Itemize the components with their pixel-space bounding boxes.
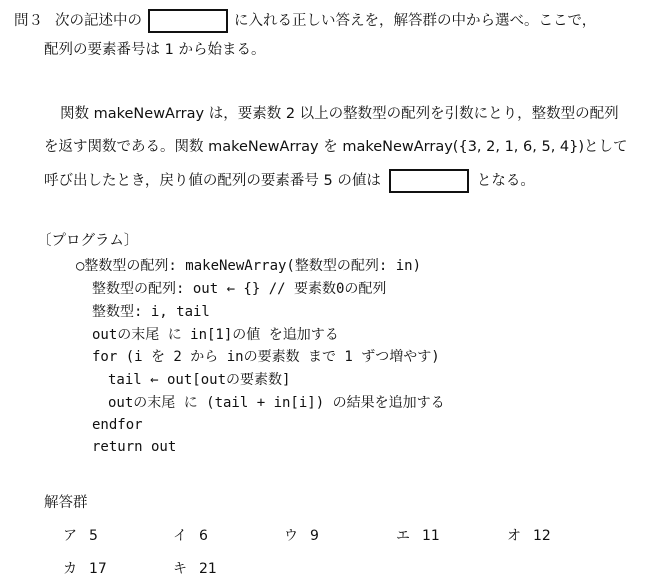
choice-key: キ	[173, 561, 187, 577]
choice-value: 5	[89, 528, 98, 544]
choice-value: 12	[533, 528, 551, 544]
description-text-pre: 呼び出したとき，戻り値の配列の要素番号 5 の値は	[44, 173, 381, 189]
code-line: outの末尾 に in[1]の値 を追加する	[92, 327, 339, 343]
answer-choice	[173, 558, 217, 578]
choice-key: ア	[63, 528, 77, 544]
question-number: 問３	[14, 13, 43, 29]
answer-choice	[396, 525, 440, 545]
choice-key: ウ	[284, 528, 298, 544]
code-line: ○整数型の配列: makeNewArray(整数型の配列: in)	[76, 258, 422, 274]
choice-value: 21	[199, 561, 217, 577]
code-line: outの末尾 に (tail + in[i]) の結果を追加する	[108, 395, 445, 411]
description-line-1: 関数 makeNewArray は，要素数 2 以上の整数型の配列を引数にとり，整数型の配列	[60, 106, 619, 122]
choice-value: 11	[422, 528, 440, 544]
choice-value: 9	[310, 528, 319, 544]
description-text-post: となる。	[476, 173, 535, 189]
choice-key: カ	[63, 561, 77, 577]
code-line: return out	[92, 439, 177, 455]
description-line-2: を返す関数である。関数 makeNewArray を makeNewArray({3, 2, 1, 6, 5, 4})として	[44, 139, 628, 155]
question-line-1	[14, 9, 596, 33]
code-line: 整数型: i, tail	[92, 304, 210, 320]
answer-choice	[63, 525, 98, 545]
code-line: endfor	[92, 417, 143, 433]
description-line-3	[44, 169, 535, 193]
choice-value: 17	[89, 561, 107, 577]
code-line: 整数型の配列: out ← {} // 要素数0の配列	[92, 281, 387, 297]
answer-choice	[173, 525, 208, 545]
answer-choice	[63, 558, 107, 578]
program-heading: 〔プログラム〕	[37, 233, 139, 249]
answer-blank-inline	[389, 169, 469, 193]
code-line: for (i を 2 から inの要素数 まで 1 ずつ増やす)	[92, 349, 440, 365]
answer-choice	[284, 525, 319, 545]
answer-blank	[148, 9, 228, 33]
choice-key: エ	[396, 528, 410, 544]
question-text-pre: 次の記述中の	[55, 13, 142, 29]
choice-key: オ	[507, 528, 521, 544]
choice-value: 6	[199, 528, 208, 544]
answers-heading: 解答群	[44, 495, 88, 511]
choice-key: イ	[173, 528, 187, 544]
code-line: tail ← out[outの要素数]	[108, 372, 291, 388]
question-text-post: に入れる正しい答えを，解答群の中から選べ。ここで，	[234, 13, 597, 29]
question-line-2: 配列の要素番号は 1 から始まる。	[44, 42, 266, 58]
answer-choice	[507, 525, 551, 545]
